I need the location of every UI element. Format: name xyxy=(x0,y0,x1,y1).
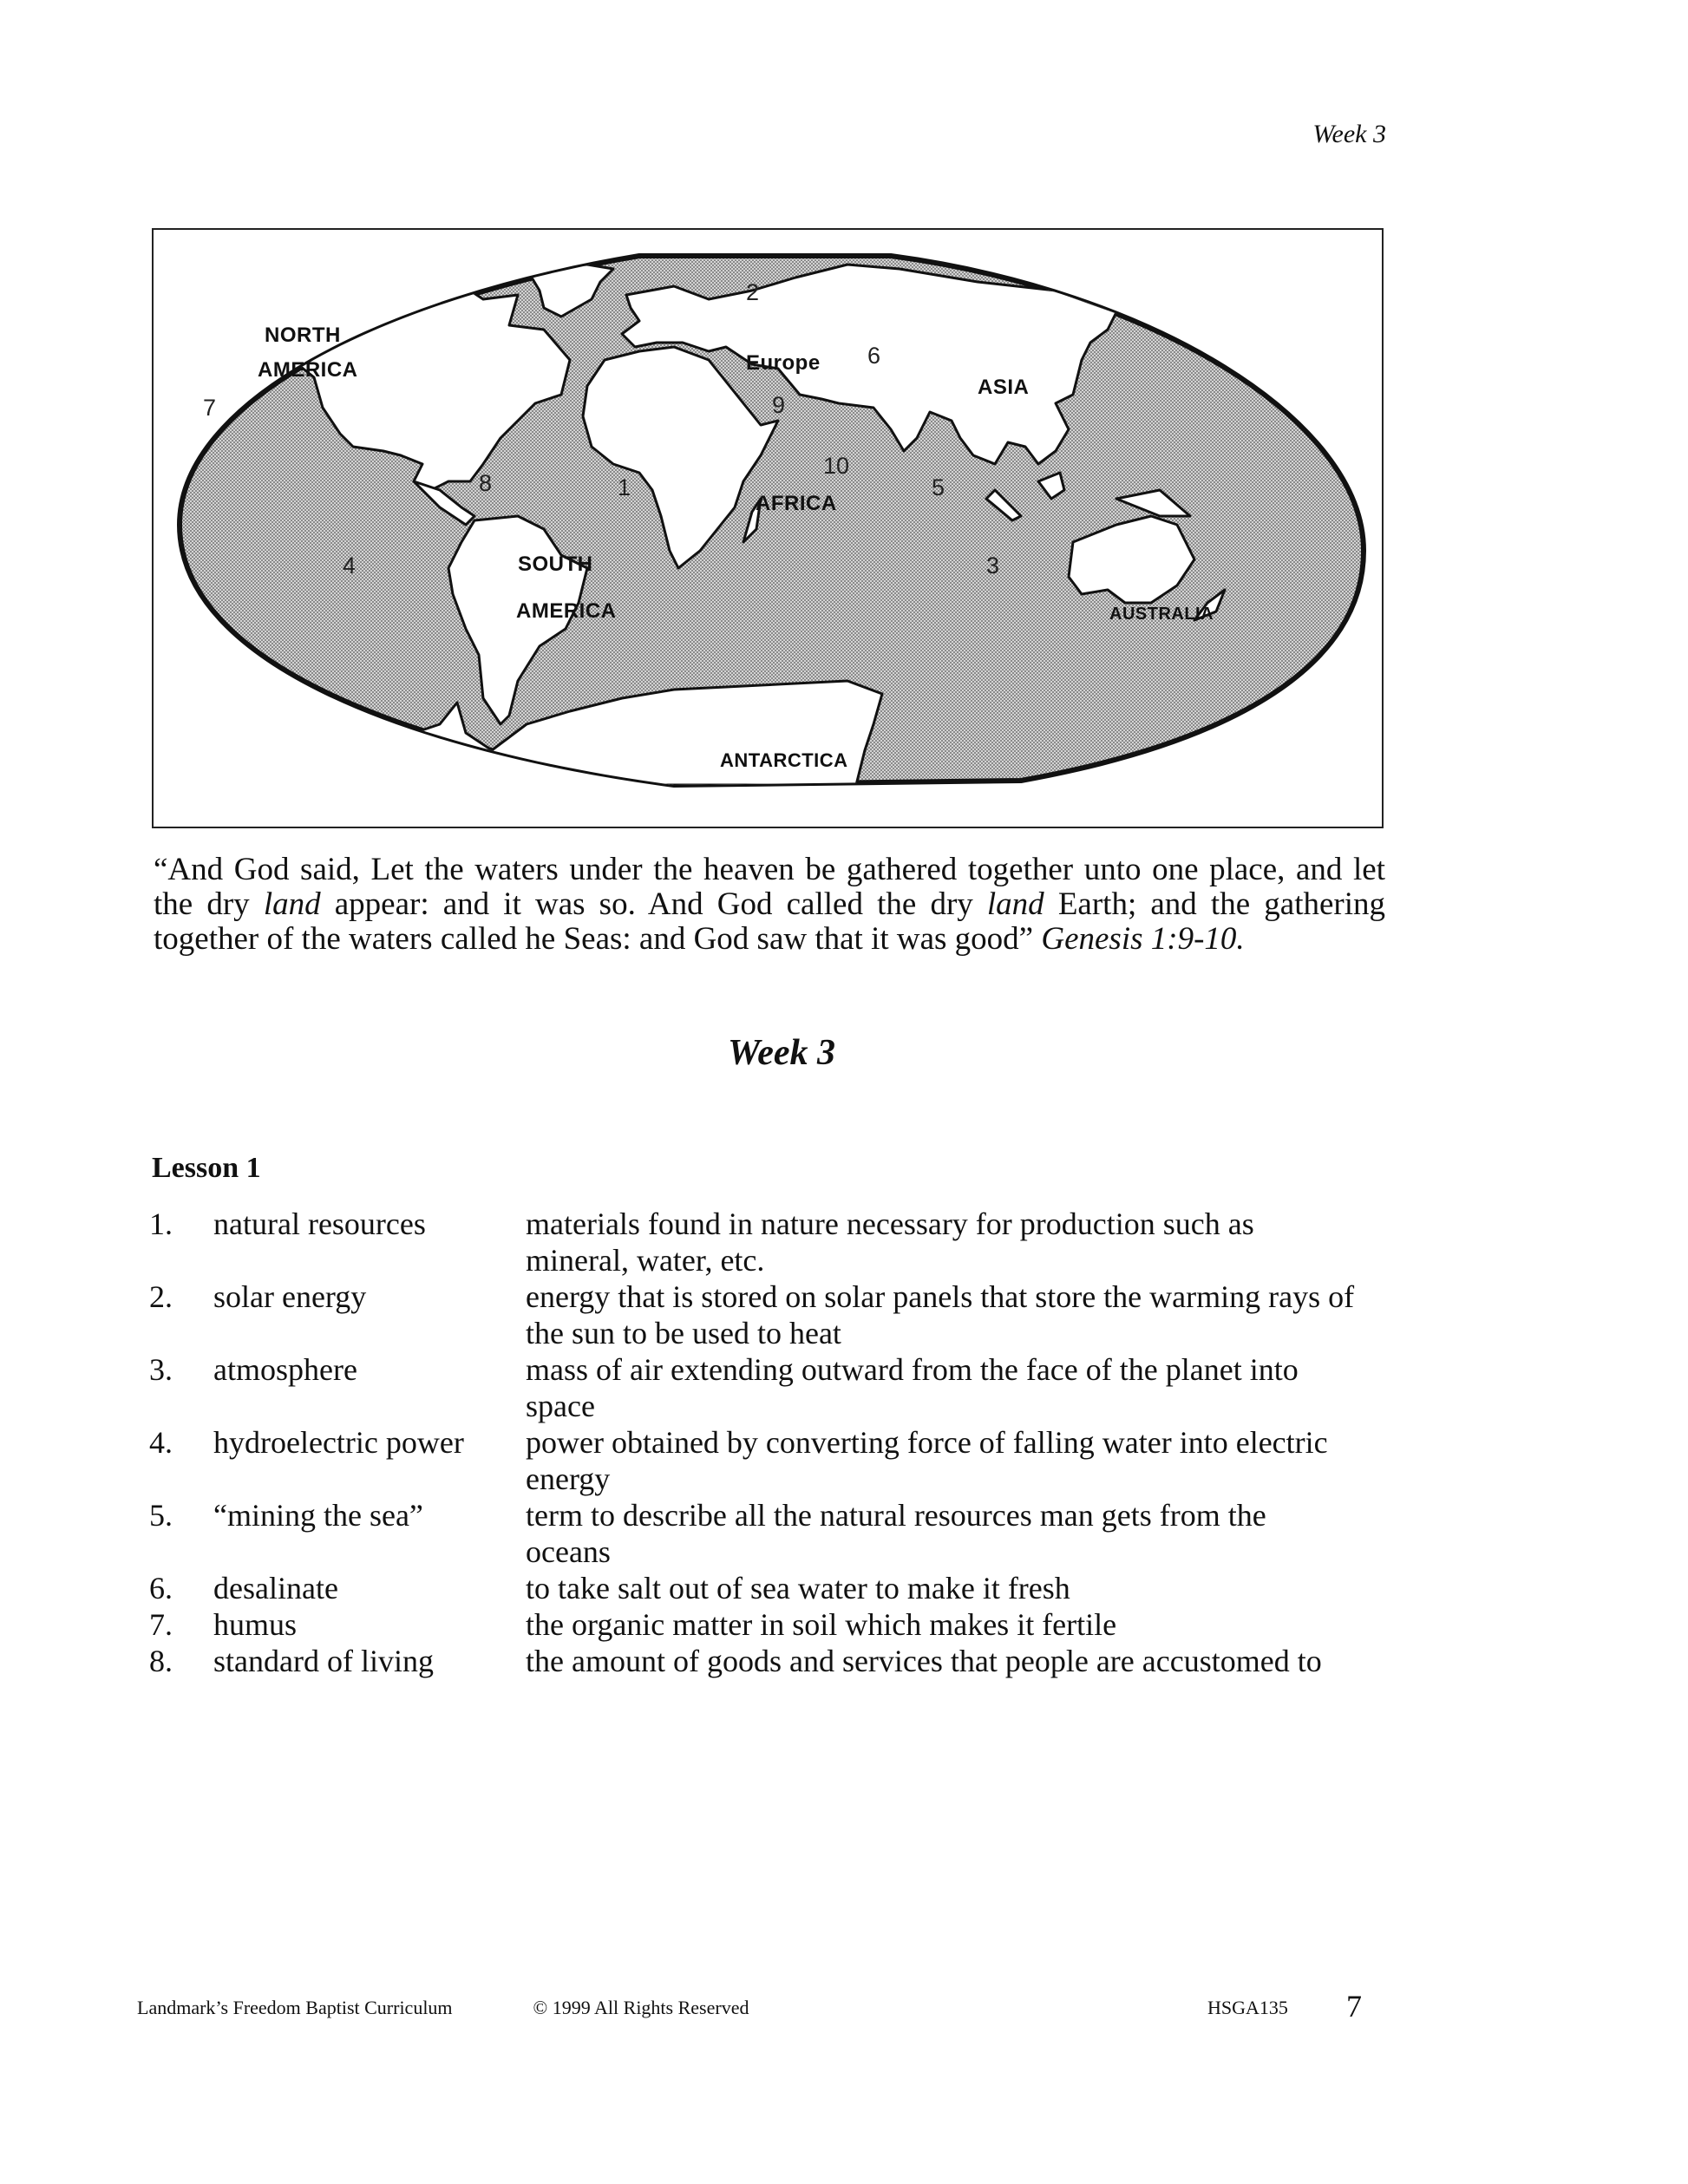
scripture-quote xyxy=(154,853,1385,957)
vocab-definition: mass of air extending outward from the face of the planet into space xyxy=(526,1352,1299,1423)
quote-text-3: Earth; and the gathering together of the waters called he Seas: and God saw that it was good” xyxy=(154,886,1385,957)
map-number-9: 9 xyxy=(772,392,786,418)
footer-copyright: © 1999 All Rights Reserved xyxy=(533,1997,749,2018)
label-south-america-2: AMERICA xyxy=(516,599,617,623)
vocab-definition: the organic matter in soil which makes it fertile xyxy=(526,1607,1117,1642)
label-africa: AFRICA xyxy=(756,492,837,515)
vocab-term: desalinate xyxy=(213,1571,338,1605)
vocab-definition: energy that is stored on solar panels that store the warming rays of the sun to be used to heat xyxy=(526,1279,1355,1350)
world-map-figure xyxy=(152,228,1384,828)
map-number-8: 8 xyxy=(479,470,493,496)
vocab-term: natural resources xyxy=(213,1206,426,1241)
vocab-item xyxy=(149,1206,1398,1278)
map-number-10: 10 xyxy=(823,453,850,479)
map-number-5: 5 xyxy=(932,474,945,500)
map-number-2: 2 xyxy=(746,279,760,305)
vocab-number: 2. xyxy=(149,1279,173,1314)
vocab-term: standard of living xyxy=(213,1644,434,1678)
label-antarctica: ANTARCTICA xyxy=(720,749,848,771)
label-north-america-2: AMERICA xyxy=(258,358,358,382)
vocab-term: atmosphere xyxy=(213,1352,357,1387)
world-map-graphic xyxy=(154,230,1382,827)
vocab-item xyxy=(149,1497,1398,1570)
vocab-item xyxy=(149,1570,1398,1606)
vocab-number: 6. xyxy=(149,1571,173,1605)
page-number: 7 xyxy=(1346,1989,1362,2024)
vocab-term: solar energy xyxy=(213,1279,367,1314)
vocab-term: hydroelectric power xyxy=(213,1425,464,1460)
footer-course-code: HSGA135 xyxy=(1207,1997,1288,2018)
label-north-america-1: NORTH xyxy=(265,324,341,347)
section-title-text: Week 3 xyxy=(727,1033,835,1073)
vocab-item xyxy=(149,1606,1398,1643)
map-number-4: 4 xyxy=(343,553,357,579)
vocabulary-list xyxy=(149,1206,1398,1679)
vocab-definition: to take salt out of sea water to make it fresh xyxy=(526,1571,1070,1605)
lesson-heading: Lesson 1 xyxy=(152,1152,261,1184)
vocab-number: 8. xyxy=(149,1644,173,1678)
label-australia: AUSTRALIA xyxy=(1109,605,1214,624)
vocab-item xyxy=(149,1278,1398,1351)
quote-italic-1: land xyxy=(263,886,321,922)
vocab-definition: power obtained by converting force of falling water into electric energy xyxy=(526,1425,1328,1496)
vocab-term: humus xyxy=(213,1607,298,1642)
quote-italic-2: land xyxy=(986,886,1044,922)
label-south-america-1: SOUTH xyxy=(518,553,593,576)
footer-publisher: Landmark’s Freedom Baptist Curriculum xyxy=(137,1997,453,2018)
vocab-number: 4. xyxy=(149,1425,173,1460)
vocab-number: 7. xyxy=(149,1607,173,1642)
label-europe: Europe xyxy=(746,351,821,375)
vocab-term: “mining the sea” xyxy=(213,1498,423,1533)
vocab-item xyxy=(149,1643,1398,1679)
vocab-definition: the amount of goods and services that people are accustomed to xyxy=(526,1644,1322,1678)
vocab-definition: term to describe all the natural resources man gets from the oceans xyxy=(526,1498,1266,1569)
quote-citation: Genesis 1:9-10. xyxy=(1041,921,1245,957)
quote-text-1: “And God said, Let the waters under the heaven be gathered together unto one place, and let the dry xyxy=(154,852,1385,922)
vocab-number: 3. xyxy=(149,1352,173,1387)
quote-text-2: appear: and it was so. And God called the dry xyxy=(320,886,987,922)
map-number-6: 6 xyxy=(867,343,881,369)
vocab-number: 5. xyxy=(149,1498,173,1533)
vocab-number: 1. xyxy=(149,1206,173,1241)
vocab-item xyxy=(149,1424,1398,1497)
section-title xyxy=(0,1032,1688,1074)
map-number-1: 1 xyxy=(618,474,631,500)
vocab-definition: materials found in nature necessary for production such as mineral, water, etc. xyxy=(526,1206,1254,1278)
map-number-3: 3 xyxy=(986,553,1000,579)
running-head: Week 3 xyxy=(1312,120,1386,148)
map-number-7: 7 xyxy=(203,395,217,421)
label-asia: ASIA xyxy=(978,376,1030,399)
vocab-item xyxy=(149,1351,1398,1424)
